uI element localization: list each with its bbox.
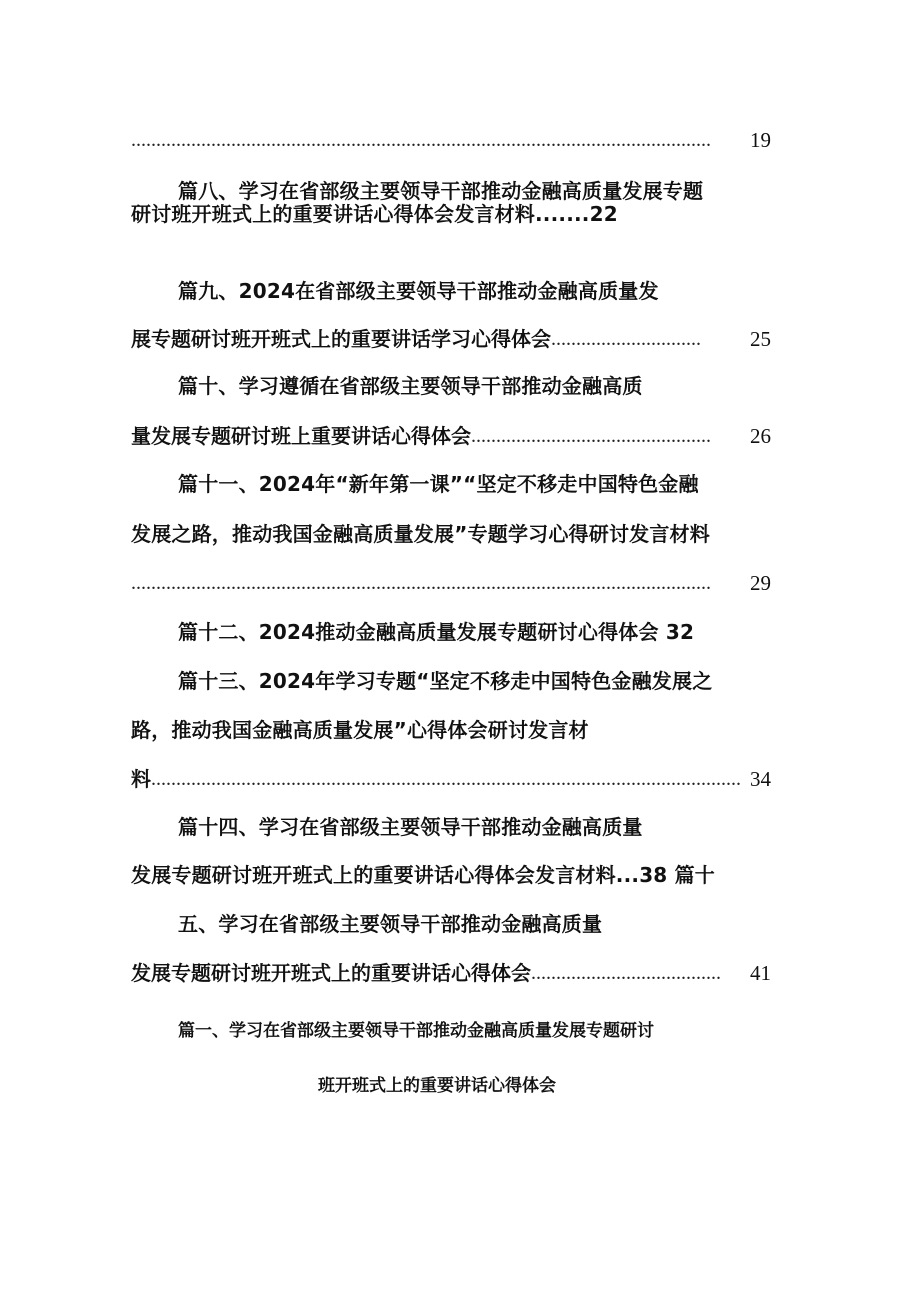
toc-entry-14-line2: 发展专题研讨班开班式上的重要讲话心得体会发言材料...38 篇十 [131,863,715,887]
toc-entry-8-line1: 篇八、学习在省部级主要领导干部推动金融高质量发展专题 [178,179,704,203]
toc-dot-leader: .............................. [551,328,701,350]
toc-page-number: 25 [750,327,771,351]
toc-entry-13-line1: 篇十三、2024年学习专题“坚定不移走中国特色金融发展之 [178,669,713,693]
toc-leader-line [131,125,771,155]
toc-entry-10-line2 [131,421,771,451]
toc-entry-12: 篇十二、2024推动金融高质量发展专题研讨心得体会 32 [178,620,695,644]
toc-entry-13-line3 [131,764,771,794]
toc-entry-8-line2: 研讨班开班式上的重要讲话心得体会发言材料.......22 [131,202,618,226]
toc-entry-text: 量发展专题研讨班上重要讲话心得体会 [131,424,471,448]
toc-entry-11-line2: 发展之路，推动我国金融高质量发展”专题学习心得研讨发言材料 [131,522,710,546]
toc-entry-text: 展专题研讨班开班式上的重要讲话学习心得体会 [131,327,551,351]
toc-entry-15-line2 [131,958,771,988]
toc-entry-text: 料 [131,767,151,791]
toc-page-number: 26 [750,424,771,448]
toc-entry-15-line1: 五、学习在省部级主要领导干部推动金融高质量 [178,912,603,936]
toc-dot-leader: .................................................................................................................... [131,129,711,151]
toc-entry-10-line1: 篇十、学习遵循在省部级主要领导干部推动金融高质 [178,374,643,398]
toc-entry-11-line1: 篇十一、2024年“新年第一课”“坚定不移走中国特色金融 [178,472,699,496]
toc-page-number: 41 [750,961,771,985]
article-title-line2: 班开班式上的重要讲话心得体会 [318,1076,556,1096]
toc-page-number: 34 [750,767,771,791]
toc-entry-9-line1: 篇九、2024在省部级主要领导干部推动金融高质量发 [178,279,659,303]
toc-page-number: 29 [750,571,771,595]
toc-dot-leader: ................................................ [471,425,711,447]
toc-entry-14-line1: 篇十四、学习在省部级主要领导干部推动金融高质量 [178,815,643,839]
toc-entry-11-leader [131,568,771,598]
toc-entry-9-line2 [131,324,771,354]
article-title-line1: 篇一、学习在省部级主要领导干部推动金融高质量发展专题研讨 [178,1021,654,1041]
toc-page-number: 19 [750,128,771,152]
toc-dot-leader: ...................................................................................................................... [151,768,741,790]
toc-dot-leader: .................................................................................................................... [131,572,711,594]
toc-entry-13-line2: 路，推动我国金融高质量发展”心得体会研讨发言材 [131,718,589,742]
toc-entry-text: 发展专题研讨班开班式上的重要讲话心得体会 [131,961,531,985]
toc-dot-leader: ...................................... [531,962,721,984]
